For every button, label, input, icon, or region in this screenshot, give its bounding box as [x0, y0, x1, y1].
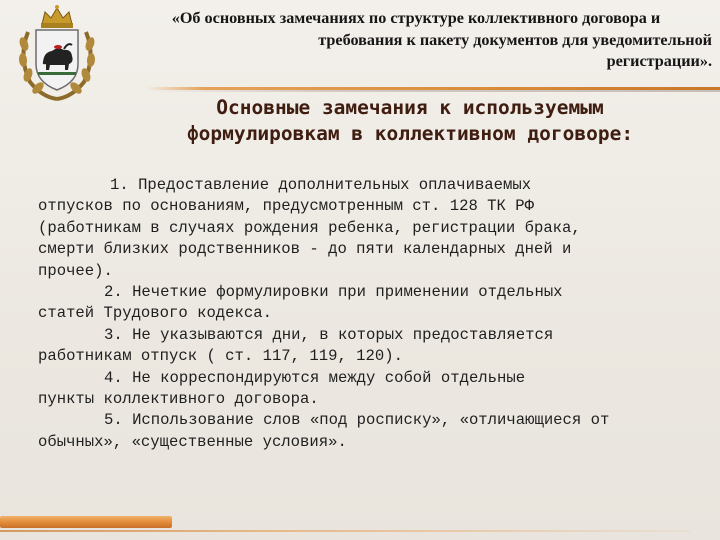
- coat-of-arms-icon: [14, 2, 100, 102]
- document-header-title: [100, 8, 712, 73]
- header-title-line: регистрации».: [606, 52, 712, 70]
- list-item-line: пункты коллективного договора.: [38, 390, 319, 409]
- header-title-line: «Об основных замечаниях по структуре коллективного договора и: [171, 9, 661, 27]
- list-item-line: обычных», «существенные условия».: [38, 432, 347, 451]
- list-item-line: работникам отпуск ( ст. 117, 119, 120).: [38, 347, 403, 366]
- remarks-list: [38, 175, 710, 453]
- list-item-line: прочее).: [38, 261, 113, 280]
- list-item-line: отпусков по основаниям, предусмотренным ст. 128 ТК РФ: [38, 197, 534, 216]
- list-item-line: 5. Использование слов «под роспиcку», «отличающиеся от: [104, 411, 610, 430]
- list-item-line: 3. Не указываются дни, в которых предоставляется: [104, 325, 554, 344]
- footer-accent-bar: [0, 516, 172, 528]
- header-divider-shadow: [146, 90, 720, 92]
- section-title-line: формулировкам в коллективном договоре:: [186, 122, 634, 145]
- section-title: [110, 95, 710, 147]
- list-item-line: (работникам в случаях рождения ребенка, регистрации брака,: [38, 218, 581, 237]
- section-title-line: Основные замечания к используемым: [216, 96, 604, 119]
- list-item-line: смерти близких родственников - до пяти календарных дней и: [38, 240, 572, 259]
- footer-divider: [0, 530, 690, 532]
- list-item-line: 4. Не корреспондируются между собой отдельные: [104, 368, 526, 387]
- list-item-line: 1. Предоставление дополнительных оплачиваемых: [110, 176, 532, 194]
- header-title-line: требования к пакету документов для уведомительной: [318, 30, 712, 49]
- list-item-line: статей Трудового кодекса.: [38, 304, 272, 323]
- list-item-line: 2. Нечеткие формулировки при применении отдельных: [104, 283, 563, 302]
